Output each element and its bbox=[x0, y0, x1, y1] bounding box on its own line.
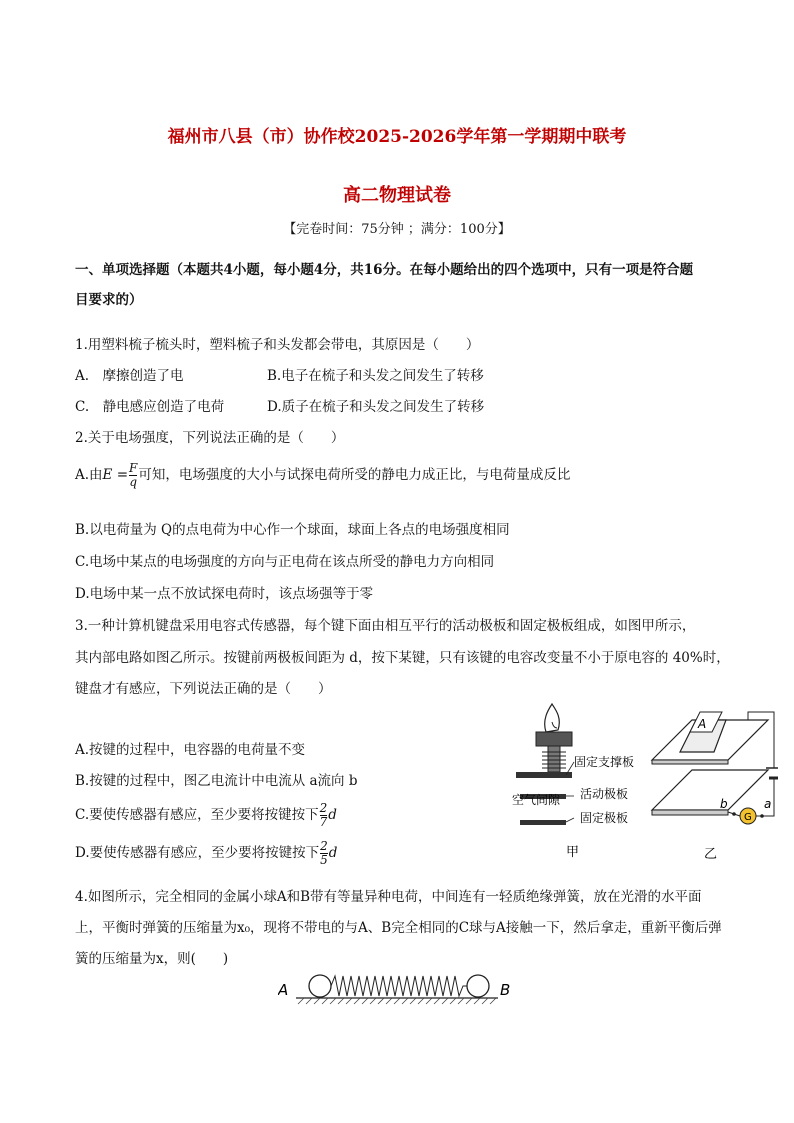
fixed-support-plate bbox=[516, 772, 572, 778]
q2-option-a-prefix: A.由 bbox=[75, 467, 103, 483]
q2-option-a-suffix: 可知，电场强度的大小与试探电荷所受的静电力成正比，与电荷量成反比 bbox=[138, 467, 571, 483]
q2-stem: 2.关于电场强度，下列说法正确的是（ ） bbox=[75, 430, 345, 446]
q2-option-b: B.以电荷量为 Q的点电荷为中心作一个球面，球面上各点的电场强度相同 bbox=[75, 522, 510, 538]
q3-option-b: B.按键的过程中，图乙电流计中电流从 a流向 b bbox=[75, 773, 358, 789]
q3-option-d bbox=[75, 838, 337, 868]
label-fixed-plate: 固定极板 bbox=[580, 811, 629, 825]
section-heading-line2: 目要求的） bbox=[75, 292, 143, 308]
q4-stem-line1: 4.如图所示，完全相同的金属小球A和B带有等量异种电荷，中间连有一轻质绝缘弹簧，放在光滑的水平面 bbox=[75, 889, 702, 905]
q2-option-a bbox=[75, 462, 570, 489]
exam-title: 福州市八县（市）协作校2025-2026学年第一学期期中联考 bbox=[167, 127, 627, 147]
section-heading-line1: 一、单项选择题（本题共4小题，每小题4分，共16分。在每小题给出的四个选项中，只有一项是符合题 bbox=[75, 262, 694, 278]
q3-option-c-prefix: C.要使传感器有感应，至少要将按键按下 bbox=[75, 807, 319, 823]
q4-stem-line2: 上，平衡时弹簧的压缩量为x₀，现将不带电的与A、B完全相同的C球与A接触一下，然后拿走，重新平衡后弹 bbox=[75, 920, 722, 936]
exam-meta: 【完卷时间：75分钟 ；满分：100分】 bbox=[283, 222, 511, 237]
keyboard-key-diagram bbox=[508, 700, 648, 860]
q1-option-a: A. 摩擦创造了电 bbox=[75, 368, 184, 384]
ball-a bbox=[309, 975, 331, 997]
q3-option-c bbox=[75, 800, 337, 830]
label-galvanometer: G bbox=[744, 812, 752, 823]
q3-option-a: A.按键的过程中，电容器的电荷量不变 bbox=[75, 742, 306, 758]
spring bbox=[331, 976, 467, 996]
q1-option-d: D.质子在梳子和头发之间发生了转移 bbox=[267, 399, 485, 415]
key-cap bbox=[536, 732, 572, 746]
q3-option-c-fraction bbox=[320, 802, 328, 829]
q1-option-c: C. 静电感应创造了电荷 bbox=[75, 399, 225, 415]
q1-stem: 1.用塑料梳子梳头时，塑料梳子和头发都会带电，其原因是（ ） bbox=[75, 337, 480, 353]
fixed-plate bbox=[520, 820, 566, 825]
q3-stem-line3: 键盘才有感应，下列说法正确的是（ ） bbox=[75, 681, 332, 697]
lower-plate bbox=[652, 770, 768, 810]
formula-numerator: F bbox=[129, 461, 138, 475]
ball-b bbox=[467, 975, 489, 997]
finger-icon bbox=[545, 704, 560, 732]
caption-yi: 乙 bbox=[704, 847, 718, 862]
q3-option-c-den: 7 bbox=[319, 815, 328, 829]
ground-hatching bbox=[298, 998, 496, 1004]
q3-option-c-num: 2 bbox=[319, 801, 328, 815]
q3-option-d-prefix: D.要使传感器有感应，至少要将按键按下 bbox=[75, 845, 320, 861]
label-ball-a: A bbox=[278, 981, 289, 999]
label-support-plate: 固定支撑板 bbox=[574, 755, 635, 769]
label-a: a bbox=[764, 797, 772, 811]
q4-stem-line3: 簧的压缩量为x，则( ) bbox=[75, 951, 229, 967]
formula-lhs: E = bbox=[102, 467, 129, 483]
caption-jia: 甲 bbox=[566, 845, 580, 860]
q3-option-d-num: 2 bbox=[320, 839, 328, 853]
q3-option-d-fraction bbox=[320, 840, 328, 867]
q3-option-d-var: d bbox=[328, 845, 338, 861]
q3-option-c-var: d bbox=[328, 807, 337, 823]
label-key-a: A bbox=[698, 717, 707, 731]
label-air-gap: 空气间隙 bbox=[512, 793, 561, 807]
q2-option-d: D.电场中某一点不放试探电荷时，该点场强等于零 bbox=[75, 586, 374, 602]
formula-fraction bbox=[129, 462, 137, 489]
formula-denominator: q bbox=[129, 475, 138, 489]
label-ball-b: B bbox=[500, 981, 511, 999]
q3-stem-line2: 其内部电路如图乙所示。按键前两极板间距为 d，按下某键，只有该键的电容改变量不小于原电容的 40%时， bbox=[75, 650, 730, 666]
q3-stem-line1: 3.一种计算机键盘采用电容式传感器，每个键下面由相互平行的活动极板和固定极板组成，如图甲所示， bbox=[75, 618, 696, 634]
capacitor-circuit-diagram bbox=[648, 698, 778, 863]
q2-option-c: C.电场中某点的电场强度的方向与正电荷在该点所受的静电力方向相同 bbox=[75, 554, 495, 570]
exam-subtitle: 高二物理试卷 bbox=[343, 185, 451, 206]
label-moving-plate: 活动极板 bbox=[580, 787, 629, 801]
spring-balls-diagram bbox=[278, 968, 518, 1012]
q3-option-d-den: 5 bbox=[320, 853, 328, 867]
q1-option-b: B.电子在梳子和头发之间发生了转移 bbox=[267, 368, 484, 384]
label-b: b bbox=[720, 797, 728, 811]
